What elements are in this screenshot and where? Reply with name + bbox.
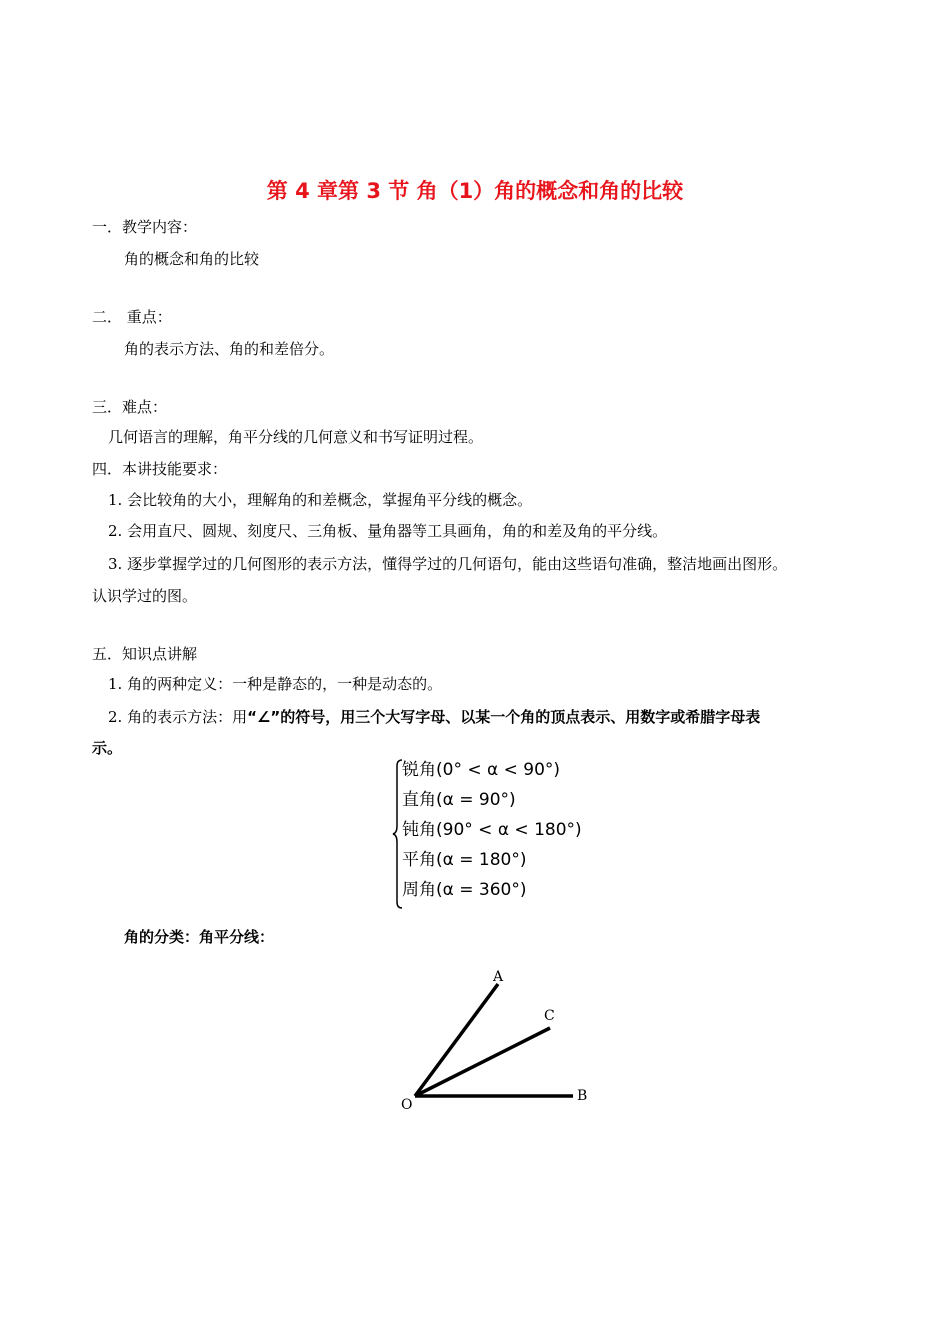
angle-bisector-diagram: [390, 962, 600, 1122]
section-5-item-2-wrap: 示。: [92, 739, 123, 757]
classification-obtuse: 钝角(90° < α < 180°): [402, 820, 582, 840]
section-4-item-2: 2. 会用直尺、圆规、刻度尺、三角板、量角器等工具画角，角的和差及角的平分线。: [108, 522, 668, 540]
section-1-heading: 一．教学内容：: [92, 218, 198, 236]
classification-acute: 锐角(0° < α < 90°): [402, 760, 561, 780]
section-5-item-2-bold: “∠”的符号，用三个大写字母、以某一个角的顶点表示、用数字或希腊字母表: [247, 708, 761, 726]
label-o: O: [401, 1097, 413, 1113]
section-2-heading: 二． 重点：: [92, 308, 172, 326]
section-4-heading: 四．本讲技能要求：: [92, 460, 228, 478]
classification-round: 周角(α = 360°): [402, 880, 527, 900]
page-title: 第 4 章第 3 节 角（1）角的概念和角的比较: [266, 179, 684, 203]
label-c: C: [544, 1008, 555, 1024]
section-5-heading: 五．知识点讲解: [92, 645, 198, 663]
section-1-body: 角的概念和角的比较: [124, 250, 260, 268]
classification-right: 直角(α = 90°): [402, 790, 516, 810]
ray-oc: [415, 1028, 550, 1096]
section-4-item-3-wrap: 认识学过的图。: [92, 587, 198, 605]
section-2-body: 角的表示方法、角的和差倍分。: [124, 340, 335, 358]
section-4-item-3: 3. 逐步掌握学过的几何图形的表示方法，懂得学过的几何语句，能由这些语句准确，整洁地画出图形。: [108, 555, 788, 573]
section-5-item-2: [108, 706, 760, 728]
section-3-heading: 三．难点：: [92, 398, 168, 416]
section-5-item-2-prefix: 2. 角的表示方法：用: [108, 708, 248, 726]
label-a: A: [493, 969, 504, 985]
section-3-body: 几何语言的理解，角平分线的几何意义和书写证明过程。: [108, 428, 484, 446]
classification-straight: 平角(α = 180°): [402, 850, 527, 870]
caption: 角的分类：角平分线：: [124, 928, 275, 946]
section-4-item-1: 1. 会比较角的大小，理解角的和差概念，掌握角平分线的概念。: [108, 491, 533, 509]
section-5-item-1: 1. 角的两种定义：一种是静态的，一种是动态的。: [108, 675, 443, 693]
angle-classification: [392, 758, 592, 910]
ray-oa: [415, 984, 498, 1096]
label-b: B: [577, 1088, 588, 1104]
